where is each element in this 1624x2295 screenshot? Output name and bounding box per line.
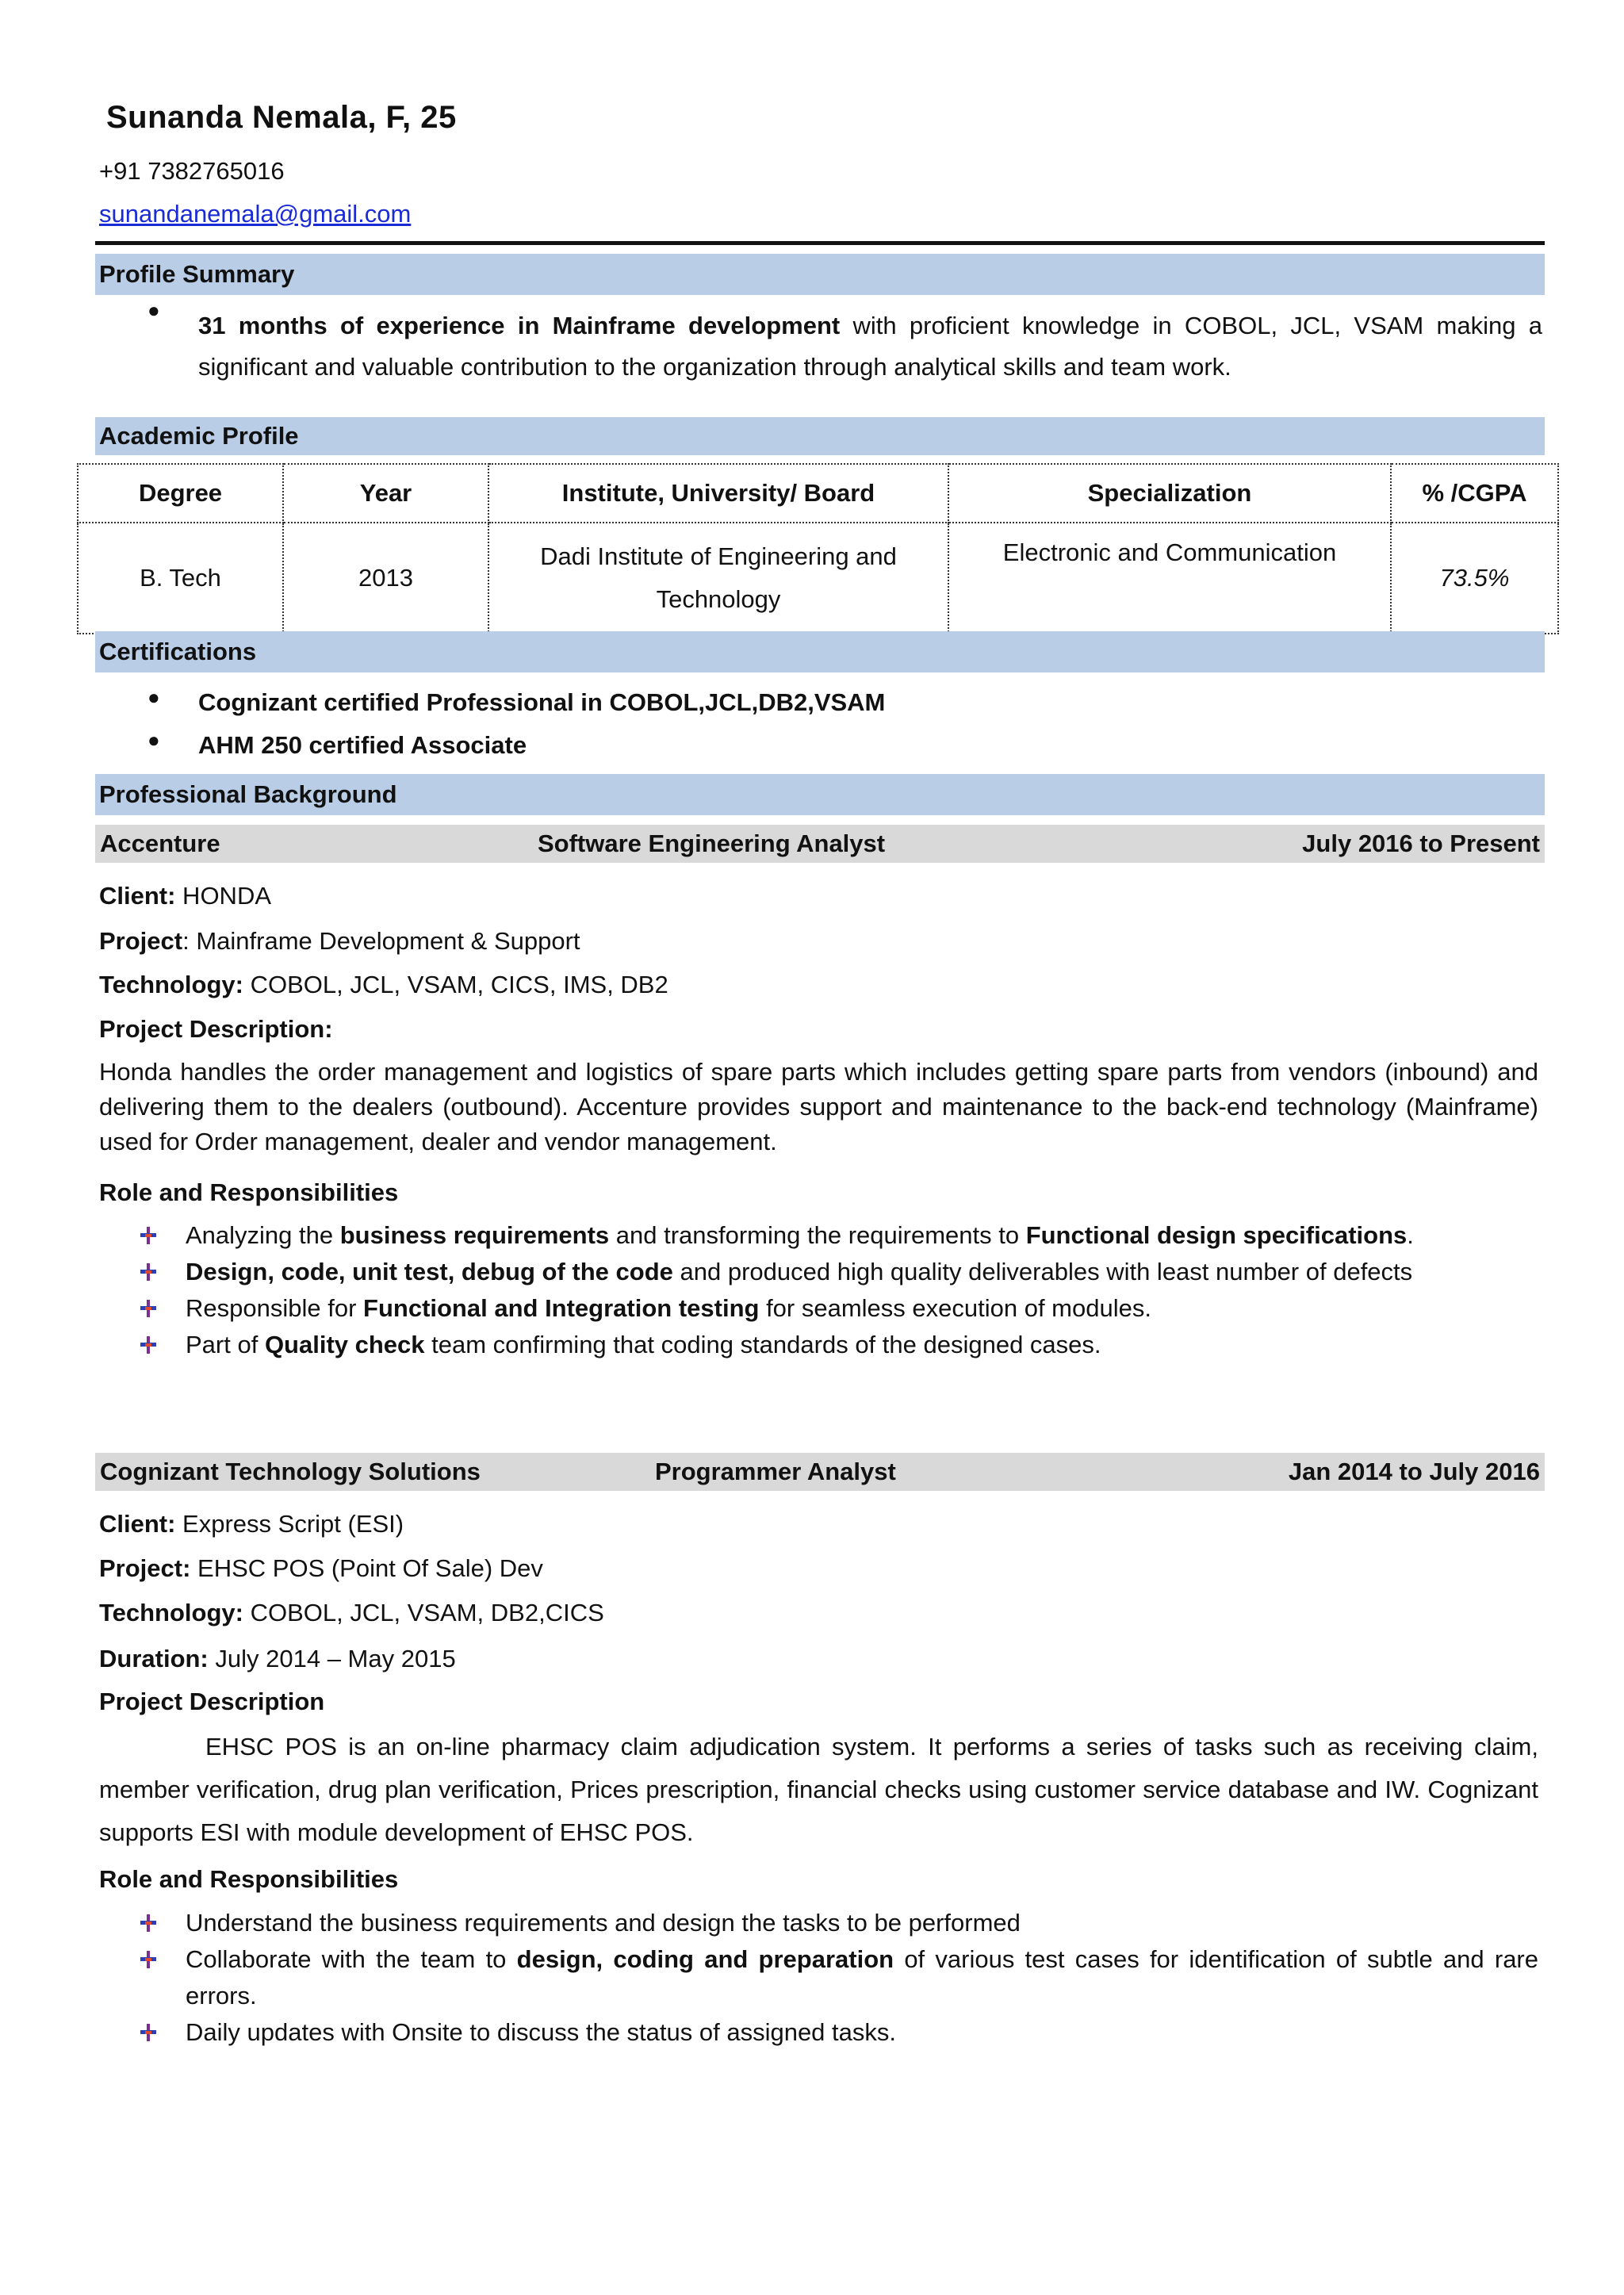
resp-text: of various test cases for identification of subtle and rare errors. (186, 1945, 1538, 2010)
job-role: Programmer Analyst (655, 1458, 896, 1485)
list-item (186, 1327, 1538, 1363)
job1-responsibilities (186, 1217, 1538, 1363)
resp-text: Analyzing the (186, 1221, 340, 1249)
job1-project (99, 921, 580, 961)
phone-number: +91 7382765016 (99, 157, 285, 185)
col-degree: Degree (78, 464, 283, 523)
job1-roles-label: Role and Responsibilities (99, 1178, 399, 1206)
job-role: Software Engineering Analyst (538, 829, 886, 857)
technology-value: COBOL, JCL, VSAM, DB2,CICS (243, 1599, 604, 1626)
job2-responsibilities (186, 1905, 1538, 2051)
job-company: Cognizant Technology Solutions (100, 1458, 481, 1485)
cert-item-2: AHM 250 certified Associate (198, 731, 527, 759)
resp-bold: Design, code, unit test, debug of the code (186, 1258, 673, 1285)
resp-text: and transforming the requirements to (609, 1221, 1026, 1249)
email-link[interactable]: sunandanemala@gmail.com (99, 200, 412, 228)
resp-text: Responsible for (186, 1294, 364, 1322)
job-header-accenture (95, 825, 1545, 863)
summary-bullet (147, 298, 160, 323)
job2-roles-label: Role and Responsibilities (99, 1865, 399, 1893)
cell-specialization: Electronic and Communication (948, 523, 1391, 634)
section-profile-summary: Profile Summary (95, 254, 1545, 295)
project-value: : Mainframe Development & Support (182, 927, 580, 955)
job2-technology (99, 1592, 604, 1633)
cell-institute: Dadi Institute of Engineering and Technology (488, 523, 948, 634)
resp-bold: Quality check (264, 1331, 425, 1358)
list-item (186, 1941, 1538, 2014)
project-value: EHSC POS (Point Of Sale) Dev (190, 1554, 543, 1582)
technology-label: Technology: (99, 971, 243, 998)
job2-client (99, 1504, 404, 1544)
col-year: Year (283, 464, 488, 523)
client-label: Client: (99, 1510, 176, 1538)
resp-bold: Functional and Integration testing (363, 1294, 760, 1322)
pushpin-bullet-icon (138, 1913, 159, 1933)
project-label: Project (99, 927, 183, 955)
cell-degree: B. Tech (78, 523, 283, 634)
job-company: Accenture (100, 829, 220, 857)
summary-text (198, 305, 1542, 388)
resp-text: and produced high quality deliverables with least number of defects (672, 1258, 1413, 1285)
cert-bullet-2 (147, 728, 160, 753)
bullet-icon: ● (147, 728, 160, 752)
resp-text: Collaborate with the team to (186, 1945, 517, 1973)
col-cgpa: % /CGPA (1391, 464, 1558, 523)
duration-label: Duration: (99, 1645, 209, 1672)
resp-text: for seamless execution of modules. (759, 1294, 1151, 1322)
resp-text: Understand the business requirements and design the tasks to be performed (186, 1909, 1021, 1937)
header-divider (95, 241, 1545, 245)
col-specialization: Specialization (948, 464, 1391, 523)
pushpin-bullet-icon (138, 1298, 159, 1319)
pushpin-bullet-icon (138, 1225, 159, 1246)
cell-cgpa: 73.5% (1391, 523, 1558, 634)
job1-client (99, 875, 271, 916)
list-item (186, 1254, 1538, 1290)
summary-rest: with proficient knowledge in COBOL, JCL, VSAM making a significant and valuable contribution to the organization through analytical skills and team work. (198, 312, 1542, 381)
resp-bold: business requirements (339, 1221, 610, 1249)
list-item (186, 1217, 1538, 1254)
job1-description-label: Project Description: (99, 1015, 333, 1043)
cert-bullet-1 (147, 685, 160, 710)
cert-item-1: Cognizant certified Professional in COBOL,JCL,DB2,VSAM (198, 688, 886, 716)
list-item (186, 1905, 1538, 1941)
client-value: Express Script (ESI) (175, 1510, 404, 1538)
technology-value: COBOL, JCL, VSAM, CICS, IMS, DB2 (243, 971, 668, 998)
resp-text: Daily updates with Onsite to discuss the status of assigned tasks. (186, 2018, 897, 2046)
list-item (186, 2014, 1538, 2051)
job2-description-label: Project Description (99, 1688, 325, 1715)
section-professional-background: Professional Background (95, 774, 1545, 815)
bullet-icon: ● (147, 298, 160, 322)
duration-value: July 2014 – May 2015 (208, 1645, 456, 1672)
project-label: Project: (99, 1554, 191, 1582)
job2-description: EHSC POS is an on-line pharmacy claim adjudication system. It performs a series of tasks such as receiving claim, member verification, drug plan verification, Prices prescription, financial checks using customer service database and IW. Cognizant supports ESI with module development of EHSC POS. (99, 1733, 1538, 1846)
col-institute: Institute, University/ Board (488, 464, 948, 523)
job-dates: Jan 2014 to July 2016 (1288, 1458, 1540, 1485)
job1-description: Honda handles the order management and logistics of spare parts which includes getting spare parts from vendors (inbound) and delivering them to the dealers (outbound). Accenture provides support and maintenance to the back-end technology (Mainframe) used for Order management, dealer and vendor management. (99, 1058, 1538, 1155)
resp-text: Part of (186, 1331, 265, 1358)
resp-text: . (1407, 1221, 1414, 1249)
pushpin-bullet-icon (138, 2022, 159, 2043)
table-row (78, 523, 1558, 634)
client-value: HONDA (175, 882, 272, 910)
section-certifications: Certifications (95, 631, 1545, 672)
job2-duration (99, 1638, 456, 1679)
pushpin-bullet-icon (138, 1262, 159, 1282)
list-item (186, 1290, 1538, 1327)
resp-bold: Functional design specifications (1025, 1221, 1408, 1249)
section-academic-profile: Academic Profile (95, 417, 1545, 455)
bullet-icon: ● (147, 685, 160, 709)
academic-table (77, 463, 1559, 634)
academic-header-row (78, 464, 1558, 523)
pushpin-bullet-icon (138, 1335, 159, 1355)
job-header-cognizant (95, 1453, 1545, 1491)
summary-lead: 31 months of experience in Mainframe development (198, 312, 841, 339)
resp-text: team confirming that coding standards of the designed cases. (424, 1331, 1101, 1358)
job1-technology (99, 964, 668, 1005)
job-dates: July 2016 to Present (1302, 829, 1540, 857)
client-label: Client: (99, 882, 176, 910)
technology-label: Technology: (99, 1599, 243, 1626)
resp-bold: design, coding and preparation (516, 1945, 894, 1973)
job2-project (99, 1548, 543, 1588)
cell-year: 2013 (283, 523, 488, 634)
pushpin-bullet-icon (138, 1949, 159, 1970)
candidate-name: Sunanda Nemala, F, 25 (106, 100, 457, 135)
